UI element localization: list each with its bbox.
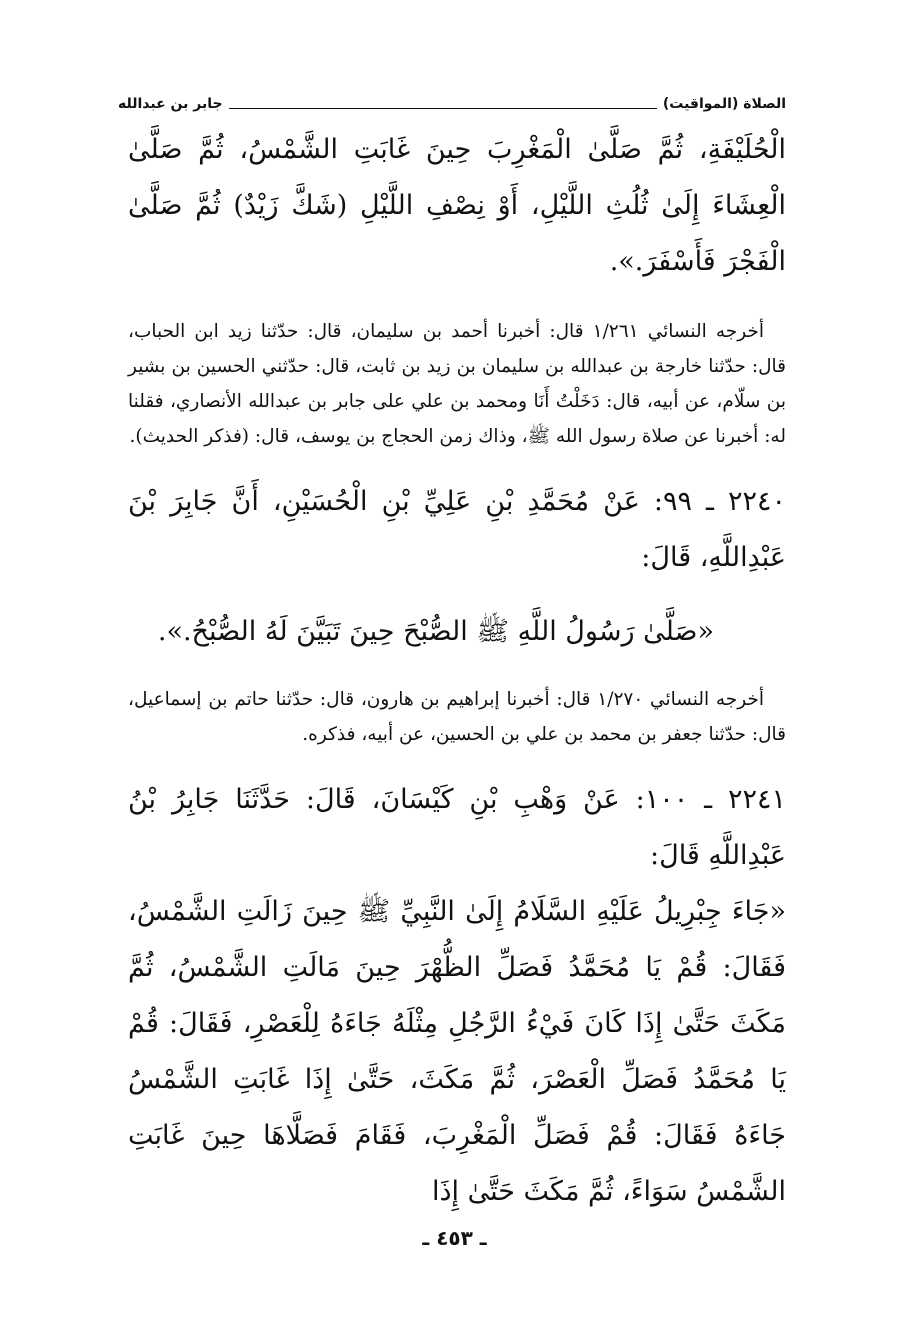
hadith-matn: «صَلَّىٰ رَسُولُ اللَّهِ ﷺ الصُّبْحَ حِينَ تَبَيَّنَ لَهُ الصُّبْحُ.».	[157, 616, 714, 647]
hadith-heading: ٢٢٤٠ ـ ٩٩: عَنْ مُحَمَّدِ بْنِ عَلِيِّ بْنِ الْحُسَيْنِ، أَنَّ جَابِرَ بْنَ عَبْدِاللَّهِ، قَالَ:	[128, 486, 787, 573]
continued-hadith-text: الْحُلَيْفَةِ، ثُمَّ صَلَّىٰ الْمَغْرِبَ حِينَ غَابَتِ الشَّمْسُ، ثُمَّ صَلَّىٰ الْعِشَاءَ إِلَىٰ ثُلُثِ اللَّيْلِ، أَوْ نِصْفِ اللَّيْلِ (شَكَّ زَيْدٌ) ثُمَّ صَلَّىٰ الْفَجْرَ فَأَسْفَرَ.».	[128, 134, 786, 277]
hadith-matn: «جَاءَ جِبْرِيلُ عَلَيْهِ السَّلَامُ إِلَىٰ النَّبِيِّ ﷺ حِينَ زَالَتِ الشَّمْسُ، فَقَالَ: قُمْ يَا مُحَمَّدُ فَصَلِّ الظُّهْرَ حِينَ مَالَتِ الشَّمْسُ، ثُمَّ مَكَثَ حَتَّىٰ إِذَا كَانَ فَيْءُ الرَّجُلِ مِثْلَهُ جَاءَهُ لِلْعَصْرِ، فَقَالَ: قُمْ يَا مُحَمَّدُ فَصَلِّ الْعَصْرَ، ثُمَّ مَكَثَ، حَتَّىٰ إِذَا غَابَتِ الشَّمْسُ جَاءَهُ فَقَالَ: قُمْ فَصَلِّ الْمَغْرِبَ، فَقَامَ فَصَلَّاهَا حِينَ غَابَتِ الشَّمْسُ سَوَاءً، ثُمَّ مَكَثَ حَتَّىٰ إِذَا	[128, 896, 786, 1207]
header-chapter-title: الصلاة (المواقيت)	[662, 96, 786, 112]
page-content	[128, 122, 786, 1220]
header-section-title: جابر بن عبدالله	[118, 96, 223, 112]
running-header	[118, 92, 786, 116]
page-number: ـ ٤٥٣ ـ	[422, 1226, 487, 1250]
hadith-heading: ٢٢٤١ ـ ١٠٠: عَنْ وَهْبِ بْنِ كَيْسَانَ، قَالَ: حَدَّثَنَا جَابِرُ بْنُ عَبْدِاللَّهِ قَالَ:	[128, 784, 786, 871]
header-rule	[229, 108, 657, 109]
takhrij-paragraph: أخرجه النسائي ١/٢٧٠ قال: أخبرنا إبراهيم بن هارون، قال: حدّثنا حاتم بن إسماعيل، قال: حدّثنا جعفر بن محمد بن علي بن الحسين، عن أبيه، فذكره.	[128, 689, 786, 745]
takhrij-paragraph: أخرجه النسائي ١/٢٦١ قال: أخبرنا أحمد بن سليمان، قال: حدّثنا زيد ابن الحباب، قال: حدّثنا خارجة بن عبدالله بن سليمان بن زيد بن ثابت، قال: حدّثني الحسين بن بشير بن سلّام، عن أبيه، قال: دَخَلْتُ أَنَا ومحمد بن علي على جابر بن عبدالله الأنصاري، فقلنا له: أخبرنا عن صلاة رسول الله ﷺ، وذاك زمن الحجاج بن يوسف، قال: (فذكر الحديث).	[128, 321, 786, 447]
